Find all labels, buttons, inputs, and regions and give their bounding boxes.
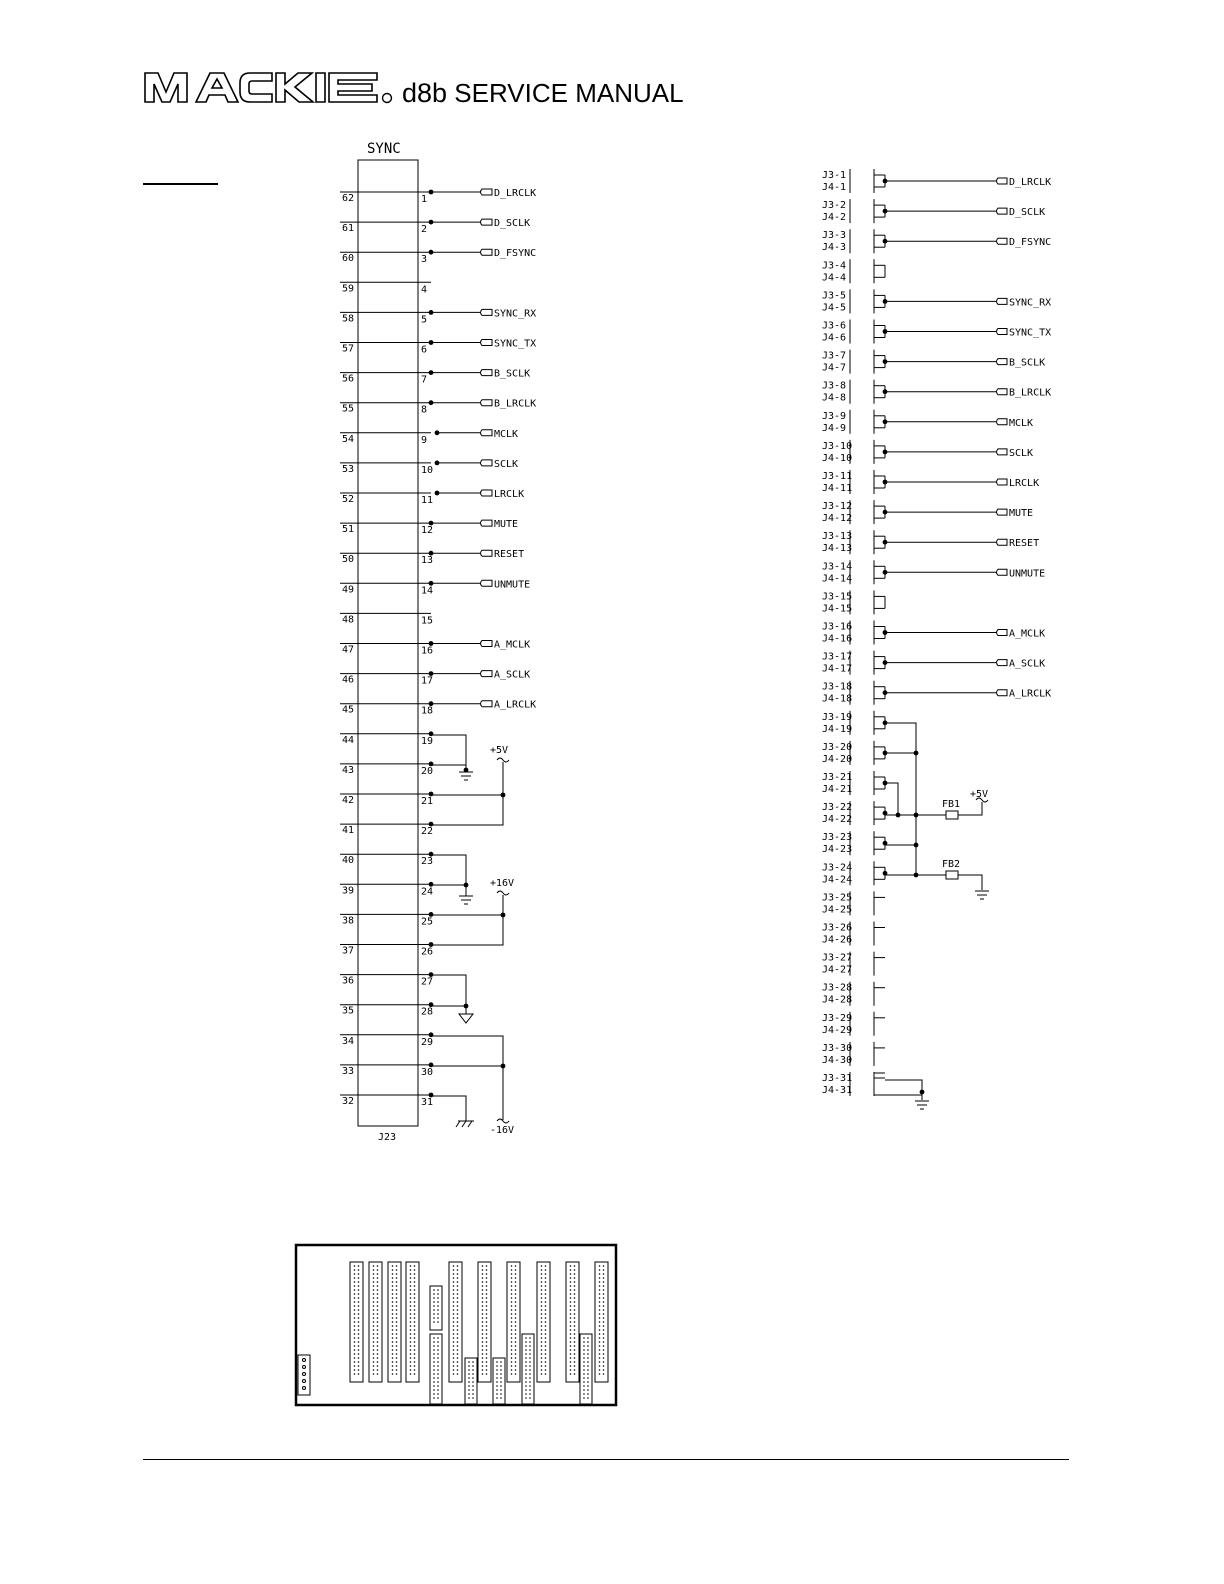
j23-right-pin: 31 <box>421 1097 434 1108</box>
footer-rule <box>143 1459 1069 1460</box>
j3j4-signal-label: SCLK <box>1009 447 1034 459</box>
minus16v-label: -16V <box>490 1125 515 1136</box>
j4-pin-label: J4-4 <box>822 272 847 284</box>
j3j4-signal-label: A_LRCLK <box>1009 688 1052 700</box>
port-arrow-icon <box>997 208 1008 214</box>
port-arrow-icon <box>481 520 493 526</box>
j3j4-signal-label: D_FSYNC <box>1009 237 1052 249</box>
port-arrow-icon <box>997 298 1008 304</box>
j23-right-pin: 9 <box>421 434 428 446</box>
port-arrow-icon <box>997 449 1008 455</box>
j4-pin-label: J4-21 <box>822 784 853 795</box>
j23-pin-row <box>340 912 433 927</box>
j23-left-pin: 40 <box>342 855 355 867</box>
j23-signal-label: SYNC_RX <box>494 308 537 320</box>
port-arrow-icon <box>481 249 493 255</box>
j3-pin-label: J3-31 <box>822 1073 853 1084</box>
j3j4-pin-row <box>822 681 1051 705</box>
j23-pin-row <box>340 489 524 506</box>
j23-right-pin: 30 <box>421 1066 434 1078</box>
j3j4-pin-row <box>822 169 1051 193</box>
j23-pin-row <box>340 700 536 717</box>
board-connector-slot <box>478 1262 491 1382</box>
j23-left-pin: 54 <box>342 433 355 445</box>
j23-pin-row <box>340 218 530 235</box>
j3j4-pin-row <box>822 831 887 855</box>
j23-pin-row <box>340 459 518 476</box>
j3j4-pin-row <box>822 229 1051 253</box>
j3j4-pin-row <box>822 500 1033 524</box>
j23-signal-label: A_LRCLK <box>494 699 537 711</box>
port-arrow-icon <box>997 359 1008 365</box>
j3j4-signal-label: SYNC_RX <box>1009 297 1052 309</box>
j4-pin-label: J4-16 <box>822 633 853 645</box>
j3-pin-label: J3-30 <box>822 1042 853 1054</box>
j3j4-pin-row <box>822 1072 922 1096</box>
j3j4-pin-row <box>822 320 1051 344</box>
j3-pin-label: J3-20 <box>822 741 853 753</box>
j3-pin-label: J3-18 <box>822 681 853 693</box>
j3-pin-label: J3-7 <box>822 350 847 362</box>
j23-right-pin: 8 <box>421 404 428 416</box>
j3-pin-label: J3-1 <box>822 170 847 181</box>
j23-pin-row <box>340 248 536 265</box>
j3-pin-label: J3-9 <box>822 410 847 422</box>
j4-pin-label: J4-19 <box>822 723 853 735</box>
j23-left-pin: 45 <box>342 704 355 716</box>
j23-right-pin: 19 <box>421 735 434 747</box>
j23-left-pin: 57 <box>342 343 355 355</box>
board-connector-slot <box>507 1262 520 1382</box>
fb2-label: FB2 <box>942 859 961 870</box>
j3j4-pin-row <box>822 861 887 885</box>
j23-right-pin: 29 <box>421 1036 434 1048</box>
j4-pin-label: J4-31 <box>822 1085 853 1096</box>
j23-signal-label: A_SCLK <box>494 669 531 681</box>
j23-pin-row <box>340 188 536 205</box>
j3-pin-label: J3-15 <box>822 591 853 603</box>
j23-right-pin: 23 <box>421 856 434 868</box>
j3j4-signal-label: MUTE <box>1009 508 1034 520</box>
j23-right-pin: 20 <box>421 765 434 777</box>
port-arrow-icon <box>481 309 493 315</box>
port-arrow-icon <box>481 641 493 647</box>
j3-pin-label: J3-12 <box>822 501 853 513</box>
j23-signal-label: D_SCLK <box>494 218 531 230</box>
j23-left-pin: 53 <box>342 463 355 475</box>
j4-pin-label: J4-15 <box>822 603 853 615</box>
board-connector-slot <box>493 1358 505 1404</box>
j23-pin-row <box>340 882 433 897</box>
j23-left-pin: 32 <box>342 1096 355 1107</box>
port-arrow-icon <box>481 460 493 466</box>
j4-pin-label: J4-7 <box>822 362 847 374</box>
board-connector-slot <box>430 1334 442 1404</box>
j3-pin-label: J3-28 <box>822 982 853 994</box>
j3j4-signal-label: MCLK <box>1009 417 1034 429</box>
j3j4-pin-row <box>822 1042 885 1066</box>
j23-pin-row <box>340 1032 433 1047</box>
j23-left-pin: 41 <box>342 825 355 837</box>
j23-pin-row <box>340 731 433 746</box>
j23-signal-label: SCLK <box>494 458 519 470</box>
j3-pin-label: J3-5 <box>822 290 847 302</box>
j3j4-signal-label: SYNC_TX <box>1009 327 1052 339</box>
port-arrow-icon <box>481 490 493 496</box>
port-arrow-icon <box>481 400 493 406</box>
j4-pin-label: J4-28 <box>822 994 853 1006</box>
j23-right-pin: 27 <box>421 976 434 988</box>
j23-title: SYNC <box>367 141 401 157</box>
j23-left-pin: 47 <box>342 644 355 656</box>
j3j4-pin-row <box>822 1012 885 1036</box>
j3-pin-label: J3-16 <box>822 621 853 633</box>
j3j4-pin-row <box>822 711 887 735</box>
board-connector-slot <box>566 1262 579 1382</box>
j23-left-pin: 56 <box>342 373 355 385</box>
j23-pin-row <box>340 972 433 987</box>
j3j4-signal-label: A_MCLK <box>1009 628 1046 640</box>
j4-pin-label: J4-25 <box>822 904 853 916</box>
port-arrow-icon <box>997 569 1008 575</box>
j23-left-pin: 34 <box>342 1035 355 1047</box>
j23-right-pin: 10 <box>421 464 434 476</box>
port-arrow-icon <box>997 690 1008 696</box>
j23-signal-label: B_LRCLK <box>494 398 537 410</box>
fb1-label: FB1 <box>942 799 961 810</box>
j23-left-pin: 62 <box>342 193 355 204</box>
j23-right-pin: 14 <box>421 585 434 597</box>
j3j4-signal-label: B_LRCLK <box>1009 387 1052 399</box>
j4-pin-label: J4-6 <box>822 332 847 344</box>
j23-left-pin: 52 <box>342 494 355 505</box>
port-arrow-icon <box>997 479 1008 485</box>
board-connector-slot <box>580 1334 592 1404</box>
j3j4-pin-row <box>822 289 1051 313</box>
j23-right-pin: 18 <box>421 705 434 717</box>
j3-pin-label: J3-11 <box>822 471 853 482</box>
board-connector-slot <box>369 1262 382 1382</box>
port-arrow-icon <box>481 189 493 195</box>
j23-pin-row <box>340 519 518 536</box>
j23-right-pin: 2 <box>421 224 428 236</box>
j23-pin-row <box>340 640 530 657</box>
j4-pin-label: J4-22 <box>822 814 853 826</box>
j23-right-pin: 16 <box>421 645 434 657</box>
j23-pin-row <box>340 792 433 807</box>
j3j4-signal-label: RESET <box>1009 538 1040 550</box>
j23-right-pin: 17 <box>421 675 434 687</box>
j3j4-pin-row <box>822 199 1045 223</box>
j3-pin-label: J3-6 <box>822 320 847 332</box>
port-arrow-icon <box>997 509 1008 515</box>
j23-signal-label: D_FSYNC <box>494 248 537 260</box>
j23-signal-label: LRCLK <box>494 489 525 500</box>
j23-right-pin: 25 <box>421 916 434 928</box>
port-arrow-icon <box>481 671 493 677</box>
j4-pin-label: J4-26 <box>822 934 853 946</box>
port-arrow-icon <box>481 430 493 436</box>
j3j4-signal-label: B_SCLK <box>1009 357 1046 369</box>
j23-signal-label: RESET <box>494 549 525 561</box>
j23-right-pin: 26 <box>421 946 434 958</box>
j23-signal-label: MCLK <box>494 428 519 440</box>
j23-pin-row <box>340 282 431 295</box>
port-arrow-icon <box>481 701 493 707</box>
j3j4-pin-row <box>822 530 1039 554</box>
board-connector-slot <box>595 1262 608 1382</box>
port-arrow-icon <box>997 178 1008 184</box>
j23-left-pin: 37 <box>342 945 355 957</box>
j3-j4-connector <box>822 169 1051 1109</box>
j23-signal-label: A_MCLK <box>494 639 531 651</box>
port-arrow-icon <box>997 539 1008 545</box>
port-arrow-icon <box>997 329 1008 335</box>
board-connector-slot <box>465 1358 477 1404</box>
j23-left-pin: 51 <box>342 524 355 536</box>
j23-left-pin: 36 <box>342 975 355 987</box>
j3j4-pin-row <box>822 440 1033 464</box>
j23-pin-row <box>340 670 530 687</box>
j3-pin-label: J3-26 <box>822 922 853 934</box>
j23-pin-row <box>340 369 530 386</box>
j4-pin-label: J4-13 <box>822 543 853 555</box>
j3j4-signal-label: D_SCLK <box>1009 207 1046 219</box>
j3-pin-label: J3-10 <box>822 440 853 452</box>
j3j4-signal-label: A_SCLK <box>1009 658 1046 670</box>
j23-left-pin: 42 <box>342 795 355 806</box>
j4-pin-label: J4-18 <box>822 693 853 705</box>
j4-pin-label: J4-5 <box>822 302 847 314</box>
port-arrow-icon <box>997 630 1008 636</box>
j23-pin-row <box>340 852 433 867</box>
j23-left-pin: 49 <box>342 584 355 596</box>
j23-right-pin: 13 <box>421 555 434 567</box>
j3-pin-label: J3-17 <box>822 651 853 663</box>
board-connector-slot <box>350 1262 363 1382</box>
j23-pin-row <box>340 429 518 446</box>
j23-left-pin: 60 <box>342 253 355 265</box>
j23-pin-row <box>340 399 536 416</box>
j23-left-pin: 58 <box>342 313 355 325</box>
j4-pin-label: J4-24 <box>822 874 853 886</box>
j23-left-pin: 33 <box>342 1065 355 1077</box>
j3-pin-label: J3-23 <box>822 832 853 844</box>
j4-pin-label: J4-23 <box>822 844 853 856</box>
board-connector-slot <box>430 1286 442 1330</box>
j3j4-pin-row <box>822 922 885 946</box>
model-label: d8b <box>402 78 448 108</box>
j23-right-pin: 28 <box>421 1006 434 1018</box>
j3j4-pin-row <box>822 891 885 915</box>
j23-right-pin: 1 <box>421 194 428 205</box>
port-arrow-icon <box>997 389 1008 395</box>
j3j4-signal-label: UNMUTE <box>1009 568 1046 580</box>
j3j4-pin-row <box>822 741 887 765</box>
j4-pin-label: J4-14 <box>822 573 853 585</box>
j23-pin-row <box>340 1002 433 1017</box>
j23-pin-row <box>340 613 433 626</box>
j3j4-pin-row <box>822 621 1045 645</box>
port-arrow-icon <box>481 219 493 225</box>
j23-right-pin: 7 <box>421 374 428 386</box>
j3j4-pin-row <box>822 350 1045 374</box>
board-connector-slot <box>449 1262 462 1382</box>
j4-pin-label: J4-2 <box>822 212 847 224</box>
j23-pin-row <box>340 762 433 777</box>
j3-pin-label: J3-25 <box>822 892 853 904</box>
port-arrow-icon <box>481 580 493 586</box>
j23-signal-label: MUTE <box>494 519 519 531</box>
j4-pin-label: J4-10 <box>822 452 853 464</box>
j23-sync-connector <box>340 141 536 1143</box>
j23-left-pin: 61 <box>342 223 355 235</box>
j4-pin-label: J4-17 <box>822 663 853 675</box>
service-manual-label: SERVICE MANUAL <box>454 78 684 108</box>
j4-pin-label: J4-30 <box>822 1054 853 1066</box>
j23-signal-label: B_SCLK <box>494 368 531 380</box>
j3-pin-label: J3-21 <box>822 772 853 783</box>
j23-right-pin: 4 <box>421 284 428 296</box>
board-connector-slot <box>388 1262 401 1382</box>
j4-pin-label: J4-3 <box>822 242 847 254</box>
board-layout-outline <box>296 1245 616 1405</box>
port-arrow-icon <box>997 238 1008 244</box>
j4-pin-label: J4-1 <box>822 182 847 193</box>
j23-pin-row <box>340 1063 433 1078</box>
port-arrow-icon <box>481 340 493 346</box>
j23-right-pin: 21 <box>421 796 434 807</box>
j3j4-plus5v-label: +5V <box>970 789 989 800</box>
j4-pin-label: J4-11 <box>822 483 853 494</box>
j23-left-pin: 35 <box>342 1005 355 1017</box>
j3-pin-label: J3-19 <box>822 711 853 723</box>
j23-right-pin: 22 <box>421 826 434 838</box>
j3j4-pin-row <box>822 952 885 976</box>
j3-pin-label: J3-27 <box>822 952 853 964</box>
j3-pin-label: J3-24 <box>822 862 853 874</box>
j4-pin-label: J4-29 <box>822 1024 853 1036</box>
j23-right-pin: 24 <box>421 886 434 898</box>
j23-pin-row <box>340 579 530 596</box>
board-connector-slot <box>522 1334 534 1404</box>
j3j4-pin-row <box>822 410 1033 434</box>
j23-pin-row <box>340 822 433 837</box>
j23-right-pin: 15 <box>421 615 434 627</box>
j23-left-pin: 55 <box>342 403 355 415</box>
j4-pin-label: J4-9 <box>822 422 847 434</box>
j4-pin-label: J4-12 <box>822 513 853 525</box>
j23-left-pin: 50 <box>342 554 355 566</box>
j23-designator: J23 <box>378 1132 397 1143</box>
j23-left-pin: 44 <box>342 734 355 746</box>
j3j4-power-nets <box>885 723 989 1109</box>
j3j4-pin-row <box>822 380 1051 404</box>
j3-pin-label: J3-4 <box>822 260 847 272</box>
j23-left-pin: 39 <box>342 885 355 897</box>
j23-pin-row <box>340 549 524 566</box>
j3-pin-label: J3-14 <box>822 561 853 573</box>
j23-right-pin: 5 <box>421 314 428 326</box>
j3-pin-label: J3-2 <box>822 200 847 212</box>
j4-pin-label: J4-27 <box>822 964 853 976</box>
j23-pin-row <box>340 339 536 356</box>
j4-pin-label: J4-20 <box>822 753 853 765</box>
j4-pin-label: J4-8 <box>822 392 847 404</box>
j3j4-pin-row <box>822 560 1045 584</box>
port-arrow-icon <box>997 660 1008 666</box>
j3j4-pin-row <box>822 982 885 1006</box>
j23-signal-label: SYNC_TX <box>494 338 537 350</box>
j3-pin-label: J3-8 <box>822 380 847 392</box>
j3j4-pin-row <box>822 801 887 825</box>
j23-right-pin: 11 <box>421 495 434 506</box>
j3j4-pin-row <box>822 470 1039 494</box>
j3j4-pin-row <box>822 651 1045 675</box>
j23-signal-label: UNMUTE <box>494 579 531 591</box>
j23-pin-row <box>340 942 433 957</box>
j23-left-pin: 38 <box>342 915 355 927</box>
j23-pin-row <box>340 308 536 325</box>
board-connector-slot <box>406 1262 419 1382</box>
port-arrow-icon <box>481 550 493 556</box>
j3j4-pin-row <box>822 771 887 795</box>
j23-power-nets <box>431 735 509 1127</box>
j23-left-pin: 43 <box>342 764 355 776</box>
j23-left-pin: 59 <box>342 283 355 295</box>
j23-right-pin: 3 <box>421 254 428 266</box>
plus5v-label: +5V <box>490 745 509 756</box>
j3j4-signal-label: LRCLK <box>1009 478 1040 489</box>
j23-pin-row <box>340 1093 433 1108</box>
j23-left-pin: 46 <box>342 674 355 686</box>
j23-signal-label: D_LRCLK <box>494 188 537 199</box>
port-arrow-icon <box>997 419 1008 425</box>
j3-pin-label: J3-3 <box>822 230 847 242</box>
port-arrow-icon <box>481 370 493 376</box>
plus16v-label: +16V <box>490 878 515 889</box>
board-connector-slot <box>537 1262 550 1382</box>
j3-pin-label: J3-13 <box>822 531 853 543</box>
j23-right-pin: 12 <box>421 525 434 537</box>
j3j4-pin-row <box>822 259 885 283</box>
j3-pin-label: J3-22 <box>822 802 853 814</box>
j23-left-pin: 48 <box>342 614 355 626</box>
j23-right-pin: 6 <box>421 344 428 356</box>
j3-pin-label: J3-29 <box>822 1012 853 1024</box>
j3j4-signal-label: D_LRCLK <box>1009 177 1052 188</box>
j3j4-pin-row <box>822 590 885 614</box>
